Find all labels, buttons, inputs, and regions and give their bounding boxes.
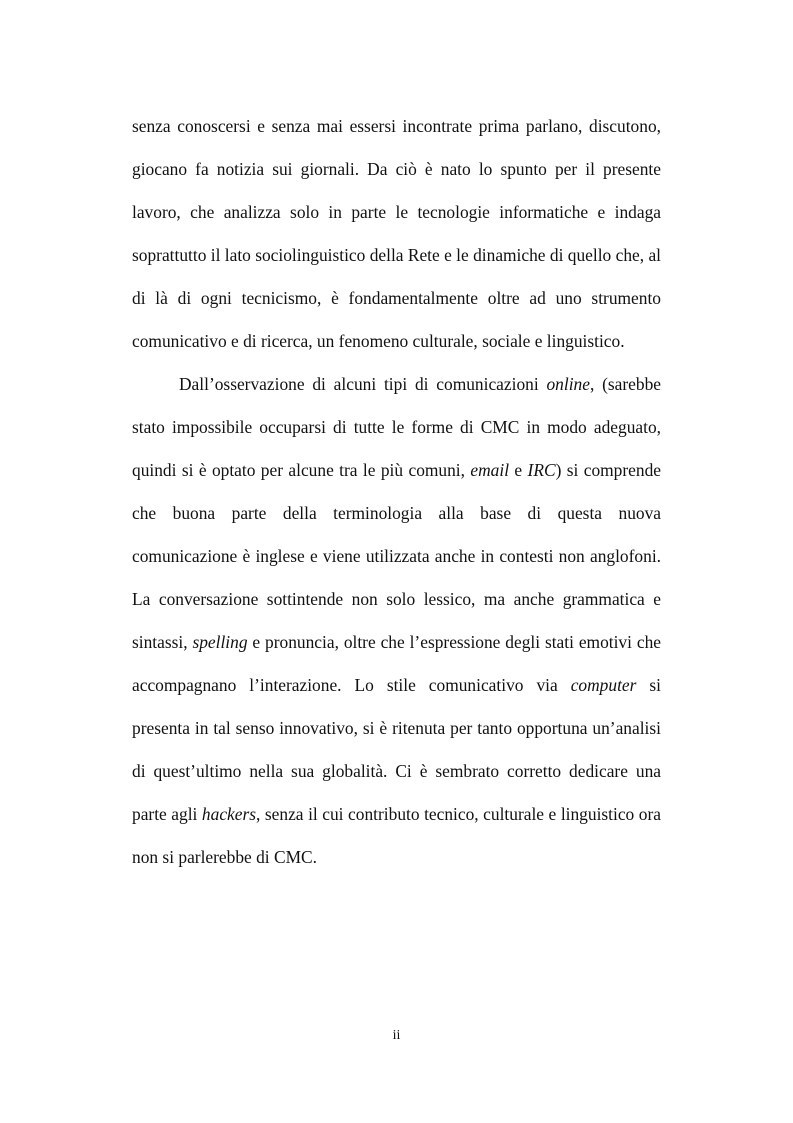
paragraph-1 — [132, 105, 661, 363]
page-body — [132, 105, 661, 879]
term-email: email — [470, 460, 510, 480]
term-computer: computer — [570, 675, 637, 695]
term-spelling: spelling — [192, 632, 248, 652]
paragraph-2-text-7: , senza il cui contributo tecnico, culturale e linguistico ora non si parlerebbe di CMC. — [132, 804, 661, 867]
term-hackers: hackers — [201, 804, 257, 824]
paragraph-2-text-2: , (sarebbe stato impossibile occuparsi di tutte le forme di CMC in modo adeguato, quindi si è optato per alcune tra le più comuni, — [132, 374, 662, 480]
term-irc: IRC — [527, 460, 556, 480]
page-number: ii — [392, 1028, 401, 1043]
paragraph-2-text-5: e pronuncia, oltre che l’espressione degli stati emotivi che accompagnano l’interazione. Lo stile comunicativo via — [132, 632, 661, 695]
paragraph-1-text: senza conoscersi e senza mai essersi incontrate prima parlano, discutono, giocano fa notizia sui giornali. Da ciò è nato lo spunto per il presente lavoro, che analizza solo in parte le tecnologie informatiche e indaga soprattutto il lato sociolinguistico della Rete e le dinamiche di quello che, al di là di ogni tecnicismo, è fondamentalmente oltre ad uno strumento comunicativo e di ricerca, un fenomeno culturale, sociale e linguistico. — [132, 116, 661, 351]
paragraph-2-text-4: ) si comprende che buona parte della terminologia alla base di questa nuova comunicazione è inglese e viene utilizzata anche in contesti non anglofoni. La conversazione sottintende non solo lessico, ma anche grammatica e sintassi, — [132, 460, 661, 652]
paragraph-2 — [132, 363, 661, 879]
paragraph-2-text-1: Dall’osservazione di alcuni tipi di comunicazioni — [179, 374, 547, 394]
paragraph-2-text-6: si presenta in tal senso innovativo, si è ritenuta per tanto opportuna un’analisi di quest’ultimo nella sua globalità. Ci è sembrato corretto dedicare una parte agli — [132, 675, 661, 824]
term-online: online — [546, 374, 590, 394]
paragraph-2-text-3: e — [509, 460, 528, 480]
